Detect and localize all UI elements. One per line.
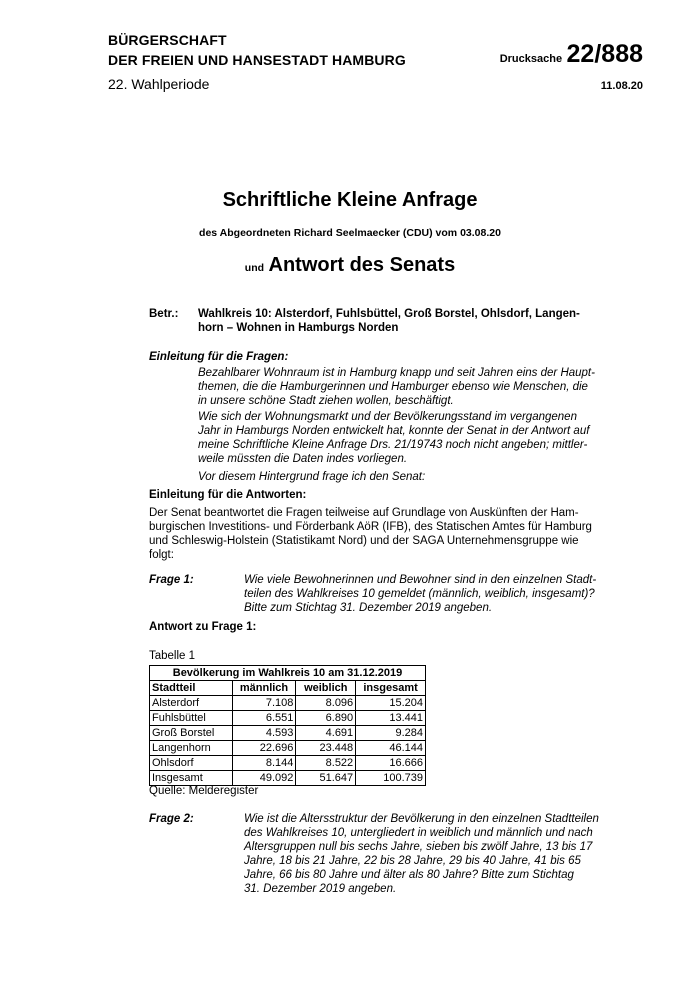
table-header-row [150, 681, 426, 696]
drucksache-number: 22/888 [566, 40, 643, 68]
text-line: und Schleswig-Holstein (Statistikamt Nord) und der SAGA Unternehmensgruppe wie [149, 535, 579, 547]
answer-prefix: und [244, 262, 265, 274]
table-cell: 16.666 [356, 756, 426, 771]
page-subtitle: des Abgeordneten Richard Seelmaecker (CDU) vom 03.08.20 [199, 227, 501, 239]
text-line: folgt: [149, 549, 174, 561]
text-line: Jahr in Hamburgs Norden entwickelt hat, konnte der Senat in der Antwort auf [198, 425, 590, 437]
column-header: weiblich [296, 681, 356, 696]
text-line: 31. Dezember 2019 angeben. [244, 883, 397, 895]
intro-questions-heading: Einleitung für die Fragen: [149, 351, 289, 363]
answer-title: Antwort des Senats [268, 254, 456, 276]
table-cell: Alsterdorf [150, 696, 233, 711]
question2-label: Frage 2: [149, 813, 194, 825]
subject-line: Wahlkreis 10: Alsterdorf, Fuhlsbüttel, Groß Borstel, Ohlsdorf, Langen- [198, 308, 580, 320]
table-row [150, 711, 426, 726]
text-line: Altersgruppen null bis sechs Jahre, sieben bis zwölf Jahre, 13 bis 17 [244, 841, 593, 853]
intro-questions-closing: Vor diesem Hintergrund frage ich den Senat: [198, 471, 426, 483]
drucksache-label: Drucksache [499, 53, 563, 65]
table-cell: 9.284 [356, 726, 426, 741]
table-row [150, 741, 426, 756]
text-line: Wie sich der Wohnungsmarkt und der Bevölkerungsstand im vergangenen [198, 411, 577, 423]
subject-text [198, 307, 598, 335]
population-table [149, 665, 426, 786]
table-row [150, 756, 426, 771]
table-source: Quelle: Melderegister [149, 785, 259, 797]
answer1-heading: Antwort zu Frage 1: [149, 621, 257, 633]
table-cell: 4.691 [296, 726, 356, 741]
table-cell: 49.092 [232, 771, 296, 786]
table-cell: 7.108 [232, 696, 296, 711]
table-cell: 6.551 [232, 711, 296, 726]
text-line: burgischen Investitions- und Förderbank AöR (IFB), des Statischen Amtes für Hamburg [149, 521, 592, 533]
answer-heading [0, 254, 700, 277]
document-date: 11.08.20 [600, 80, 643, 92]
intro-answers-heading: Einleitung für die Antworten: [149, 489, 307, 501]
text-line: teilen des Wahlkreises 10 gemeldet (männlich, weiblich, insgesamt)? [244, 588, 595, 600]
table-cell: Fuhlsbüttel [150, 711, 233, 726]
text-line: Jahre, 66 bis 80 Jahre und älter als 80 Jahre? Bitte zum Stichtag [244, 869, 574, 881]
text-line: Bezahlbarer Wohnraum ist in Hamburg knapp und seit Jahren eins der Haupt- [198, 367, 595, 379]
table-cell: 8.522 [296, 756, 356, 771]
table-cell: 6.890 [296, 711, 356, 726]
text-line: Jahre, 18 bis 21 Jahre, 22 bis 28 Jahre, 29 bis 40 Jahre, 41 bis 65 [244, 855, 581, 867]
text-line: themen, die die Hamburgerinnen und Hamburger ebenso wie Menschen, die [198, 381, 588, 393]
table-cell: 4.593 [232, 726, 296, 741]
table-cell: Langenhorn [150, 741, 233, 756]
intro-questions-paragraph [198, 366, 608, 408]
legislative-period: 22. Wahlperiode [108, 76, 210, 92]
table-label: Tabelle 1 [149, 650, 196, 662]
table-cell: 13.441 [356, 711, 426, 726]
column-header: männlich [232, 681, 296, 696]
text-line: Der Senat beantwortet die Fragen teilweise auf Grundlage von Auskünften der Ham- [149, 507, 579, 519]
question1-label: Frage 1: [149, 574, 194, 586]
table-cell: 51.647 [296, 771, 356, 786]
intro-answers-paragraph [149, 506, 609, 562]
table-caption: Bevölkerung im Wahlkreis 10 am 31.12.2019 [150, 666, 426, 681]
table-cell: 100.739 [356, 771, 426, 786]
parliament-name-line1: BÜRGERSCHAFT [108, 32, 227, 48]
subject-line: horn – Wohnen in Hamburgs Norden [198, 322, 399, 334]
table-cell: Ohlsdorf [150, 756, 233, 771]
text-line: meine Schriftliche Kleine Anfrage Drs. 21/19743 noch nicht angeben; mittler- [198, 439, 588, 451]
column-header: Stadtteil [150, 681, 233, 696]
column-header: insgesamt [356, 681, 426, 696]
intro-questions-paragraph [198, 410, 608, 466]
table-cell: 8.144 [232, 756, 296, 771]
table-cell: Groß Borstel [150, 726, 233, 741]
table-row [150, 696, 426, 711]
parliament-name-line2: DER FREIEN UND HANSESTADT HAMBURG [108, 52, 406, 68]
text-line: in unsere schöne Stadt ziehen wollen, beschäftigt. [198, 395, 454, 407]
table-cell: 22.696 [232, 741, 296, 756]
table-cell: 8.096 [296, 696, 356, 711]
text-line: Wie viele Bewohnerinnen und Bewohner sind in den einzelnen Stadt- [244, 574, 597, 586]
table-cell: 15.204 [356, 696, 426, 711]
table-cell: 23.448 [296, 741, 356, 756]
table-cell: 46.144 [356, 741, 426, 756]
table-cell: Insgesamt [150, 771, 233, 786]
document-number [500, 40, 643, 69]
text-line: weile müssten die Daten indes vorliegen. [198, 453, 408, 465]
table-caption-row [150, 666, 426, 681]
subject-label: Betr.: [149, 308, 179, 320]
text-line: Bitte zum Stichtag 31. Dezember 2019 angeben. [244, 602, 493, 614]
page-title: Schriftliche Kleine Anfrage [222, 189, 478, 211]
question1-text [244, 573, 614, 615]
question2-text [244, 812, 614, 896]
table-row [150, 726, 426, 741]
text-line: Wie ist die Altersstruktur der Bevölkerung in den einzelnen Stadtteilen [244, 813, 599, 825]
text-line: des Wahlkreises 10, untergliedert in weiblich und männlich und nach [244, 827, 593, 839]
